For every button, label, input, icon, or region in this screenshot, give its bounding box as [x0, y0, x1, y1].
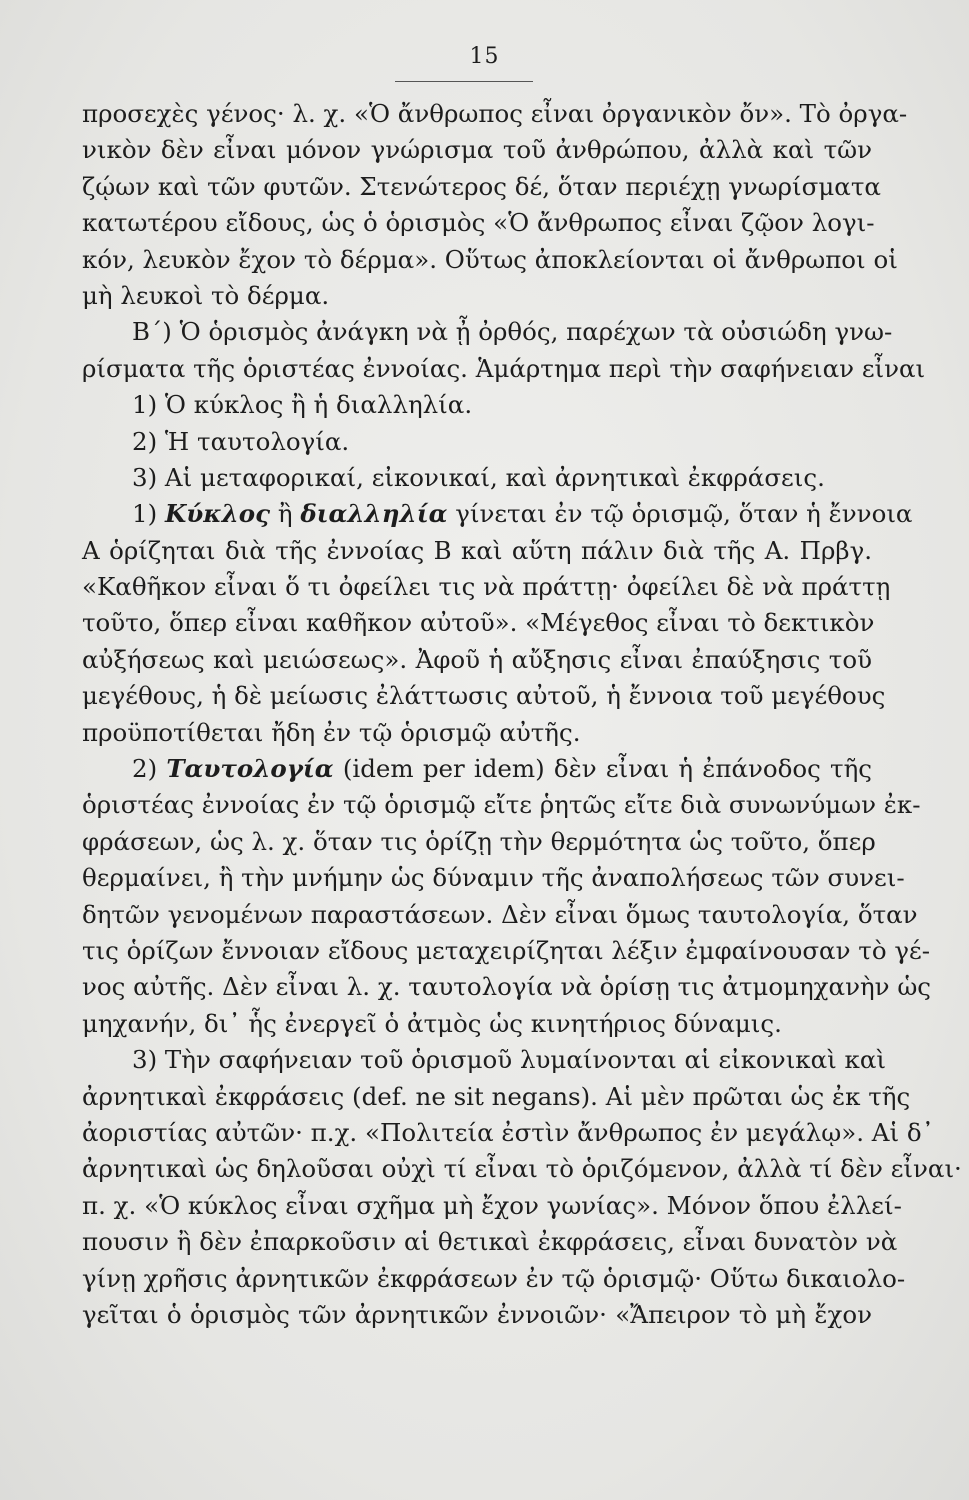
- text-line: 2) Ἡ ταυτολογία.: [132, 426, 350, 456]
- text-line: κόν, λευκὸν ἔχον τὸ δέρμα». Οὕτως ἀποκλείονται οἱ ἄνθρωποι οἱ: [82, 244, 898, 274]
- text-span: ἢ: [270, 499, 301, 529]
- text-line: τοῦτο, ὅπερ εἶναι καθῆκον αὐτοῦ». «Μέγεθος εἶναι τὸ δεκτικὸν: [82, 608, 875, 638]
- text-line: [82, 496, 913, 532]
- text-line: ἀοριστίας αὐτῶν· π.χ. «Πολιτεία ἐστὶν ἄνθρωπος ἐν μεγάλῳ». Αἱ δ᾽: [82, 1117, 934, 1147]
- text-line: ρίσματα τῆς ὁριστέας ἐννοίας. Ἁμάρτημα περὶ τὴν σαφήνειαν εἶναι: [82, 353, 926, 383]
- text-line: [82, 751, 872, 787]
- text-line: φράσεων, ὡς λ. χ. ὅταν τις ὁρίζῃ τὴν θερμότητα ὡς τοῦτο, ὅπερ: [82, 826, 876, 856]
- page-number: 15: [469, 44, 500, 69]
- emphasized-term: διαλληλία: [300, 499, 448, 529]
- text-line: πουσιν ἢ δὲν ἐπαρκοῦσιν αἱ θετικαὶ ἐκφράσεις, εἶναι δυνατὸν νὰ: [82, 1227, 898, 1257]
- text-line: αὐξήσεως καὶ μειώσεως». Ἀφοῦ ἡ αὔξησις εἶναι ἐπαύξησις τοῦ: [82, 644, 872, 674]
- text-line: προσεχὲς γένος· λ. χ. «Ὁ ἄνθρωπος εἶναι ὀργανικὸν ὄν». Τὸ ὀργα-: [82, 99, 908, 128]
- emphasized-term: Ταυτολογία: [166, 754, 334, 784]
- text-line: νος αὐτῆς. Δὲν εἶναι λ. χ. ταυτολογία νὰ ὁρίσῃ τις ἀτμομηχανὴν ὡς: [82, 972, 932, 1002]
- text-span: 2): [132, 754, 167, 784]
- text-line: κατωτέρου εἴδους, ὡς ὁ ὁρισμὸς «Ὁ ἄνθρωπος εἶναι ζῷον λογι-: [82, 208, 875, 238]
- text-line: μεγέθους, ἡ δὲ μείωσις ἐλάττωσις αὐτοῦ, ἡ ἔννοια τοῦ μεγέθους: [82, 681, 886, 711]
- text-span: 1): [132, 499, 165, 529]
- text-line: Α ὁρίζηται διὰ τῆς ἐννοίας Β καὶ αὕτη πάλιν διὰ τῆς Α. Πρβγ.: [82, 535, 872, 565]
- text-line: προϋποτίθεται ἤδη ἐν τῷ ὁρισμῷ αὐτῆς.: [82, 717, 581, 747]
- text-line: θερμαίνει, ἢ τὴν μνήμην ὡς δύναμιν τῆς ἀναπολήσεως τῶν συνει-: [82, 863, 905, 893]
- text-line: μηχανήν, δι᾽ ἧς ἐνεργεῖ ὁ ἀτμὸς ὡς κινητήριος δύναμις.: [82, 1008, 782, 1038]
- text-line: ἀρνητικαὶ ἐκφράσεις (def. ne sit negans). Αἱ μὲν πρῶται ὡς ἐκ τῆς: [82, 1081, 911, 1111]
- text-line: 3) Τὴν σαφήνειαν τοῦ ὁρισμοῦ λυμαίνονται αἱ εἰκονικαὶ καὶ: [132, 1045, 887, 1075]
- text-line: «Καθῆκον εἶναι ὅ τι ὀφείλει τις νὰ πράττῃ· ὀφείλει δὲ νὰ πράττῃ: [82, 572, 891, 602]
- text-line: 3) Αἱ μεταφορικαί, εἰκονικαί, καὶ ἀρνητικαὶ ἐκφράσεις.: [132, 462, 825, 492]
- text-span: (idem per idem) δὲν εἶναι ἡ ἐπάνοδος τῆς: [333, 754, 872, 784]
- text-line: τις ὁρίζων ἔννοιαν εἴδους μεταχειρίζηται λέξιν ἐμφαίνουσαν τὸ γέ-: [82, 935, 930, 965]
- text-line: γίνῃ χρῆσις ἀρνητικῶν ἐκφράσεων ἐν τῷ ὁρισμῷ· Οὕτω δικαιολο-: [82, 1263, 906, 1293]
- text-line: ὁριστέας ἐννοίας ἐν τῷ ὁρισμῷ εἴτε ῥητῶς εἴτε διὰ συνωνύμων ἐκ-: [82, 790, 921, 820]
- body-text: [82, 96, 962, 1333]
- text-line: μὴ λευκοὶ τὸ δέρμα.: [82, 280, 330, 310]
- text-span: γίνεται ἐν τῷ ὁρισμῷ, ὅταν ἡ ἔννοια: [447, 499, 913, 529]
- text-line: νικὸν δὲν εἶναι μόνον γνώρισμα τοῦ ἀνθρώπου, ἀλλὰ καὶ τῶν: [82, 135, 872, 165]
- text-line: 1) Ὁ κύκλος ἢ ἡ διαλληλία.: [132, 390, 473, 420]
- text-line: ἀρνητικαὶ ὡς δηλοῦσαι οὐχὶ τί εἶναι τὸ ὁριζόμενον, ἀλλὰ τί δὲν εἶναι·: [82, 1154, 962, 1184]
- text-line: Β΄) Ὁ ὁρισμὸς ἀνάγκη νὰ ᾖ ὀρθός, παρέχων τὰ οὐσιώδη γνω-: [132, 317, 893, 347]
- text-line: ζῴων καὶ τῶν φυτῶν. Στενώτερος δέ, ὅταν περιέχῃ γνωρίσματα: [82, 171, 881, 201]
- text-line: δητῶν γενομένων παραστάσεων. Δὲν εἶναι ὅμως ταυτολογία, ὅταν: [82, 899, 918, 929]
- emphasized-term: Κύκλος: [164, 499, 271, 529]
- header-rule: [395, 81, 533, 82]
- text-line: γεῖται ὁ ὁρισμὸς τῶν ἀρνητικῶν ἐννοιῶν· «Ἄπειρον τὸ μὴ ἔχον: [82, 1299, 872, 1329]
- text-line: π. χ. «Ὁ κύκλος εἶναι σχῆμα μὴ ἔχον γωνίας». Μόνον ὅπου ἐλλεί-: [82, 1190, 902, 1220]
